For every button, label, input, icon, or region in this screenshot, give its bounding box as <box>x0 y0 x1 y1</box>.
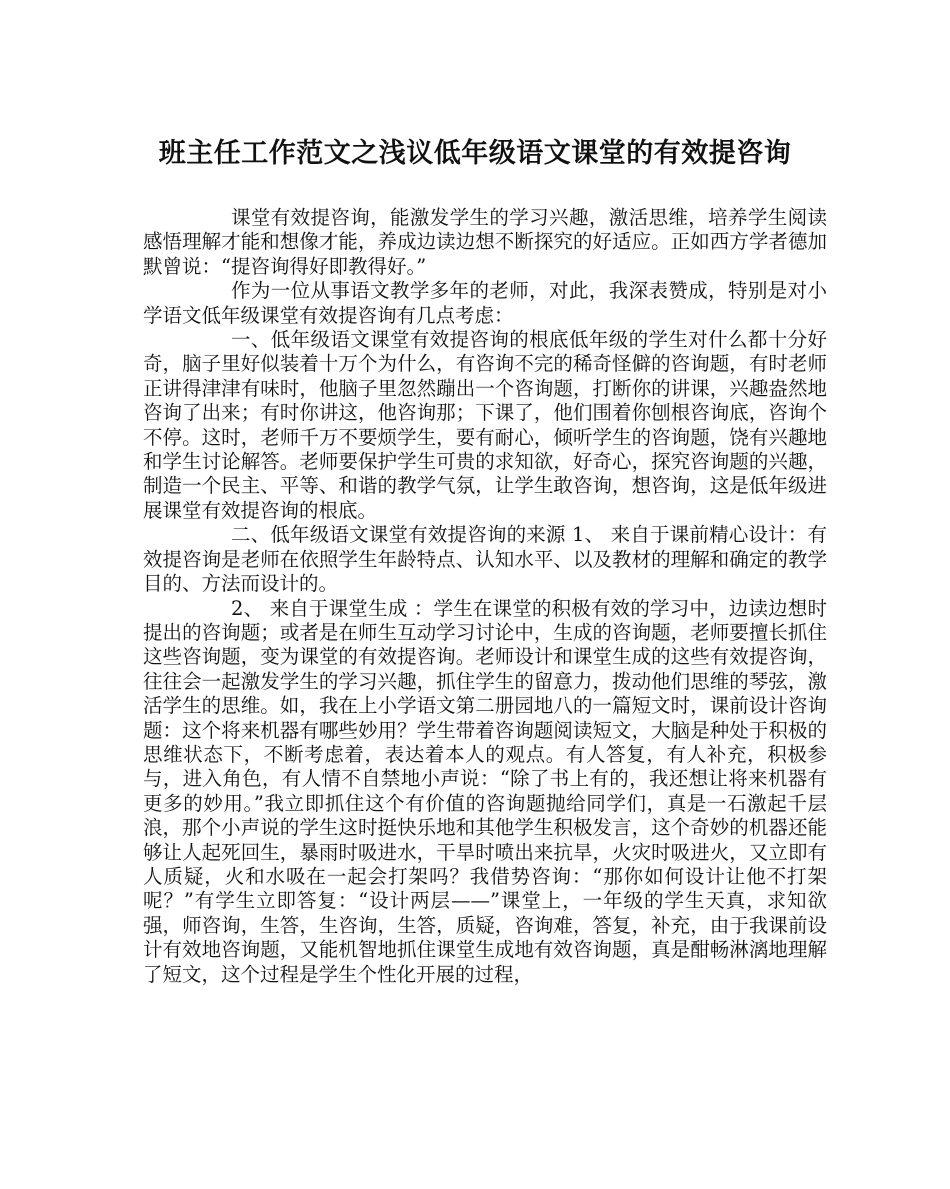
document-title: 班主任工作范文之浅议低年级语文课堂的有效提咨询 <box>158 138 792 169</box>
paragraph-agreement: 作为一位从事语文教学多年的老师，对此，我深表赞成，特别是对小学语文低年级课堂有效提咨询有几点考虑： <box>143 279 827 327</box>
document-body <box>143 206 827 987</box>
paragraph-classroom-generation: 2、 来自于课堂生成 ：学生在课堂的积极有效的学习中，边读边想时提出的咨询题；或者是在师生互动学习讨论中，生成的咨询题，老师要擅长抓住这些咨询题，变为课堂的有效提咨询。老师设计和课堂生成的这些有效提咨询，往往会一起激发学生的学习兴趣，抓住学生的留意力，拨动他们思维的琴弦，激活学生的思维。如，我在上小学语文第二册园地八的一篇短文时，课前设计咨询题：这个将来机器有哪些妙用？学生带着咨询题阅读短文，大脑是种处于积极的思维状态下，不断考虑着，表达着本人的观点。有人答复，有人补充，积极参与，进入角色，有人情不自禁地小声说：“除了书上有的，我还想让将来机器有更多的妙用。”我立即抓住这个有价值的咨询题抛给同学们，真是一石激起千层浪，那个小声说的学生这时挺快乐地和其他学生积极发言，这个奇妙的机器还能够让人起死回生，暴雨时吸进水，干旱时喷出来抗旱，火灾时吸进火，又立即有人质疑，火和水吸在一起会打架吗？我借势咨询：“那你如何设计让他不打架呢？”有学生立即答复：“设计两层——”课堂上，一年级的学生天真，求知欲强，师咨询，生答，生咨询，生答，质疑，咨询难，答复，补充，由于我课前设计有效地咨询题，又能机智地抓住课堂生成地有效咨询题，真是酣畅淋漓地理解了短文，这个过程是学生个性化开展的过程， <box>143 596 827 986</box>
paragraph-section-two: 二、低年级语文课堂有效提咨询的来源 1、 来自于课前精心设计：有效提咨询是老师在依照学生年龄特点、认知水平、以及教材的理解和确定的教学目的、方法而设计的。 <box>143 523 827 596</box>
paragraph-intro: 课堂有效提咨询，能激发学生的学习兴趣，激活思维，培养学生阅读感悟理解才能和想像才能，养成边读边想不断探究的好适应。正如西方学者德加默曾说：“提咨询得好即教得好。” <box>143 206 827 278</box>
paragraph-section-one: 一、低年级语文课堂有效提咨询的根底低年级的学生对什么都十分好奇，脑子里好似装着十万个为什么，有咨询不完的稀奇怪僻的咨询题，有时老师正讲得津津有味时，他脑子里忽然蹦出一个咨询题，打断你的讲课，兴趣盎然地咨询了出来；有时你讲这，他咨询那；下课了，他们围着你刨根咨询底，咨询个不停。这时，老师千万不要烦学生，要有耐心，倾听学生的咨询题，饶有兴趣地和学生讨论解答。老师要保护学生可贵的求知欲，好奇心，探究咨询题的兴趣，制造一个民主、平等、和谐的教学气氛，让学生敢咨询，想咨询，这是低年级进展课堂有效提咨询的根底。 <box>143 328 827 522</box>
